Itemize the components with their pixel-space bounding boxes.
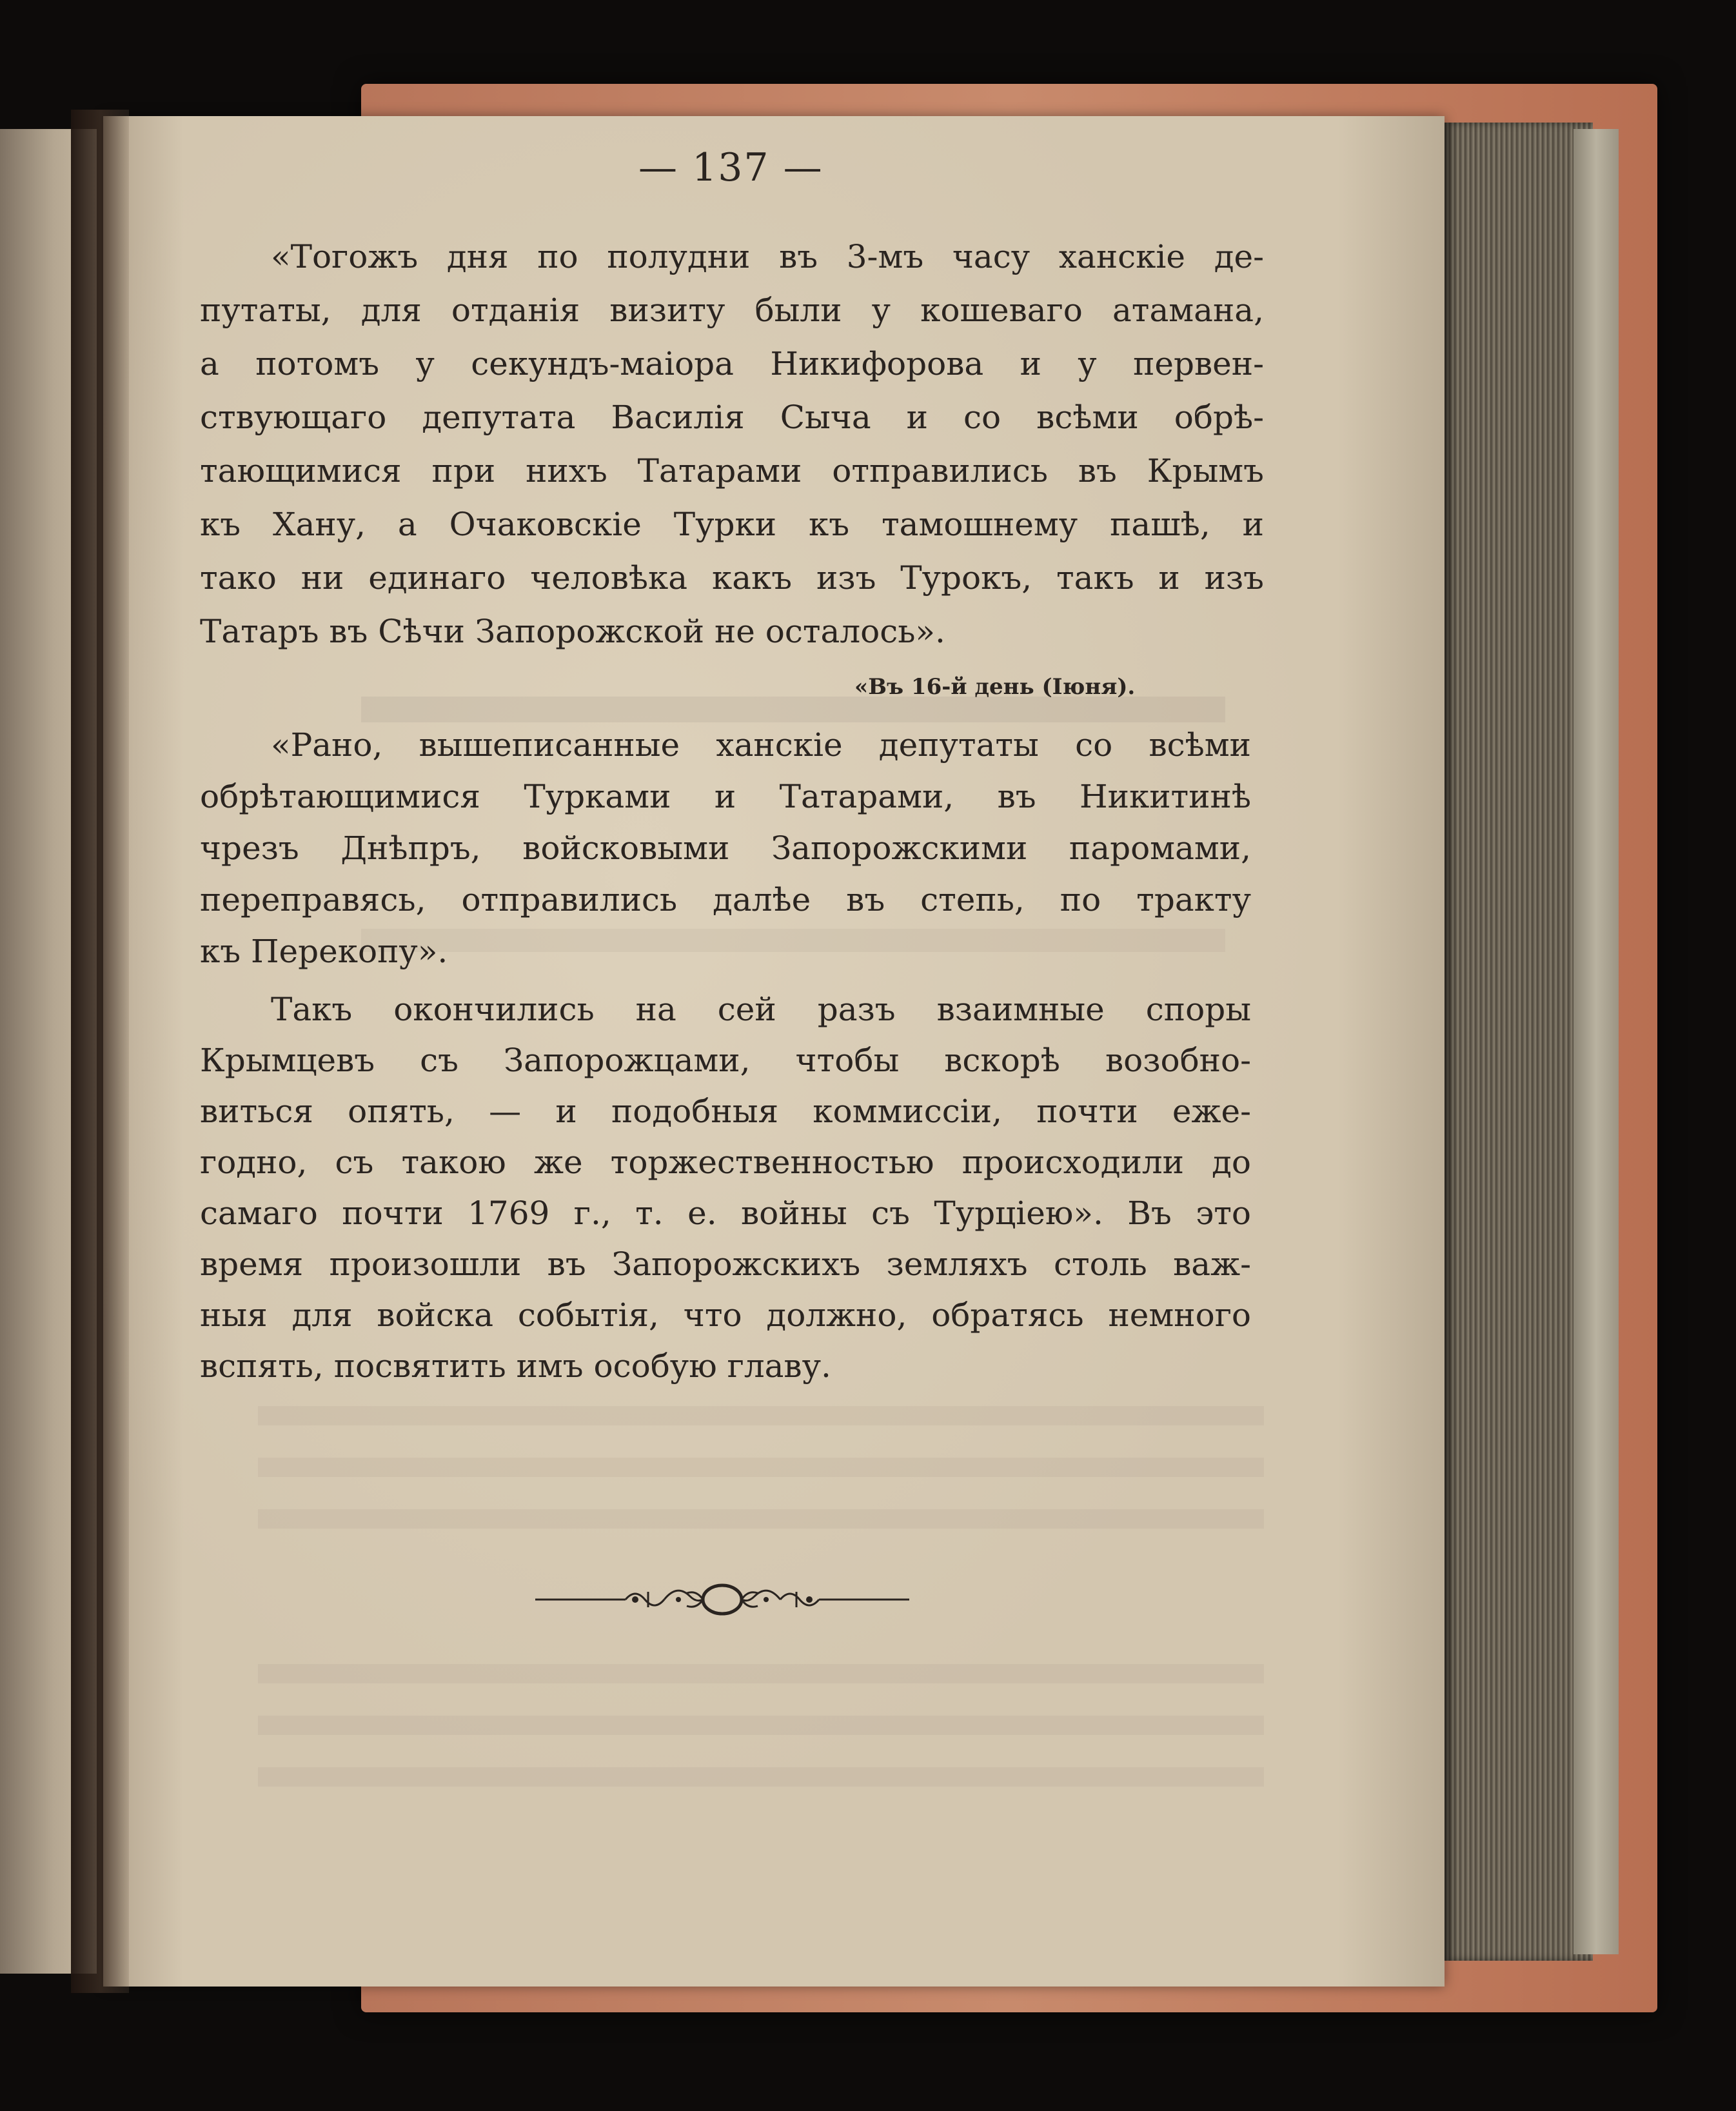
text-line: ныя для войска событія, что должно, обратясь немного bbox=[200, 1296, 1251, 1334]
text-line: тающимися при нихъ Татарами отправились въ Крымъ bbox=[200, 452, 1264, 490]
text-line: «Рано, вышеписанные ханскіе депутаты со всѣми bbox=[271, 726, 1251, 764]
date-heading: «Въ 16-й день (Іюня). bbox=[854, 674, 1136, 700]
text-line: а потомъ у секундъ-маіора Никифорова и у первен- bbox=[200, 345, 1264, 382]
page-number: — 137 — bbox=[638, 145, 824, 190]
text-line: переправясь, отправились далѣе въ степь, по тракту bbox=[200, 881, 1251, 918]
text-line: къ Хану, а Очаковскіе Турки къ тамошнему пашѣ, и bbox=[200, 506, 1264, 543]
text-line: путаты, для отданія визиту были у кошеваго атамана, bbox=[200, 292, 1264, 329]
page-edges-highlight bbox=[1573, 129, 1619, 1954]
text-line: обрѣтающимися Турками и Татарами, въ Никитинѣ bbox=[200, 778, 1251, 815]
text-line: Татаръ въ Сѣчи Запорожской не осталось». bbox=[200, 613, 945, 650]
book-gutter-shadow bbox=[71, 110, 129, 1993]
tailpiece-ornament-icon bbox=[529, 1574, 916, 1625]
text-line: къ Перекопу». bbox=[200, 933, 448, 970]
text-line: время произошли въ Запорожскихъ земляхъ столь важ- bbox=[200, 1245, 1251, 1283]
text-line: чрезъ Днѣпръ, войсковыми Запорожскими паромами, bbox=[200, 829, 1251, 867]
text-line: Такъ окончились на сей разъ взаимные споры bbox=[271, 991, 1251, 1028]
text-line: ствующаго депутата Василія Сыча и со всѣми обрѣ- bbox=[200, 399, 1264, 436]
text-line: вспять, посвятить имъ особую главу. bbox=[200, 1347, 831, 1385]
text-line: самаго почти 1769 г., т. е. войны съ Турціею». Въ это bbox=[200, 1194, 1251, 1232]
text-line: «Тогожъ дня по полудни въ 3-мъ часу ханскіе де- bbox=[271, 238, 1264, 275]
text-line: Крымцевъ съ Запорожцами, чтобы вскорѣ возобно- bbox=[200, 1042, 1251, 1079]
text-line: годно, съ такою же торжественностью происходили до bbox=[200, 1144, 1251, 1181]
text-line: виться опять, — и подобныя коммиссіи, почти еже- bbox=[200, 1093, 1251, 1130]
page-edges-stack bbox=[1445, 123, 1593, 1961]
text-line: тако ни единаго человѣка какъ изъ Турокъ, такъ и изъ bbox=[200, 559, 1264, 597]
